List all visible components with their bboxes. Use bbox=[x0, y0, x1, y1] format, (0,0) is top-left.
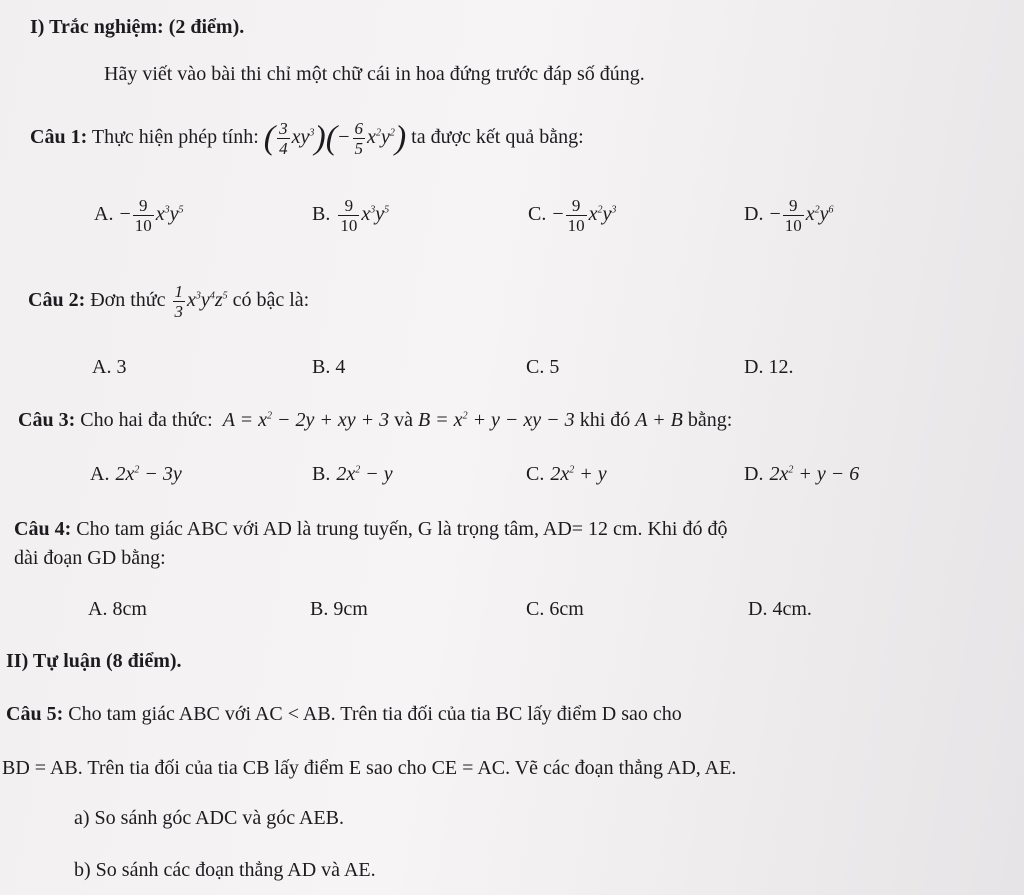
q4-option-a: A. 8cm bbox=[88, 598, 147, 620]
question-5-line1: Cho tam giác ABC với AC < AB. Trên tia đối của tia BC lấy điểm D sao cho bbox=[68, 703, 682, 725]
q4-option-d: D. 4cm. bbox=[748, 598, 812, 620]
question-2 bbox=[28, 277, 309, 323]
question-5-part-a: a) So sánh góc ADC và góc AEB. bbox=[74, 807, 344, 829]
q4-option-b: B. 9cm bbox=[310, 598, 368, 620]
question-4-line1: Cho tam giác ABC với AD là trung tuyến, G là trọng tâm, AD= 12 cm. Khi đó độ bbox=[76, 518, 728, 540]
polynomial-b: $B = x^2 + y$ − xy − 3 bbox=[417, 409, 575, 431]
question-1-tail: ta được kết quả bằng: bbox=[411, 126, 584, 148]
polynomial-a: $A = x^2 - 2y$ + xy + 3 bbox=[222, 409, 390, 431]
question-4 bbox=[14, 517, 727, 541]
q3-option-d: D. $2x^2 + y - 6$ bbox=[744, 463, 860, 485]
q3-option-c: C. $2x^2 + y$ bbox=[526, 463, 607, 485]
q3-option-a: A. $2x^2 - 3y$ bbox=[90, 463, 182, 485]
question-2-label: Câu 2: bbox=[28, 289, 86, 311]
q1-option-a: A. − $\frac{9}{10}$ $x^3y^5$ bbox=[94, 195, 184, 235]
question-2-expression: $\frac{1}{3}$ $x^3y^4z^5$ bbox=[174, 281, 228, 321]
question-2-tail: có bậc là: bbox=[232, 289, 310, 311]
question-5 bbox=[6, 702, 682, 726]
section-1-heading: I) Trắc nghiệm: (2 điểm). bbox=[30, 16, 245, 38]
q4-option-c: C. 6cm bbox=[526, 598, 584, 620]
question-4-label: Câu 4: bbox=[14, 518, 72, 540]
question-1 bbox=[30, 114, 584, 160]
question-1-label: Câu 1: bbox=[30, 126, 88, 148]
question-4-line2: dài đoạn GD bằng: bbox=[14, 547, 166, 569]
q3-option-b: B. $2x^2 - y$ bbox=[312, 463, 393, 485]
question-1-expression: ( $\frac{3}{4}$ $xy^3)(-$ $\frac{6}{5}$ $x^2y^2$) bbox=[263, 118, 407, 158]
q2-option-c: C. 5 bbox=[526, 356, 560, 378]
question-3-label: Câu 3: bbox=[18, 409, 76, 431]
q2-option-d: D. 12. bbox=[744, 356, 794, 378]
question-2-text: Đơn thức bbox=[90, 289, 166, 311]
section-1-instruction: Hãy viết vào bài thi chỉ một chữ cái in hoa đứng trước đáp số đúng. bbox=[104, 63, 645, 85]
q2-option-a: A. 3 bbox=[92, 356, 127, 378]
question-3-text: Cho hai đa thức: bbox=[80, 409, 213, 431]
question-5-part-b: b) So sánh các đoạn thẳng AD và AE. bbox=[74, 859, 376, 881]
q1-option-d: D. − $\frac{9}{10}$ $x^2y^6$ bbox=[744, 195, 834, 235]
q1-option-b: B. $\frac{9}{10}$ $x^3y^5$ bbox=[312, 195, 390, 235]
question-5-line2: BD = AB. Trên tia đối của tia CB lấy điểm E sao cho CE = AC. Vẽ các đoạn thẳng AD, AE. bbox=[2, 757, 737, 779]
section-2-heading: II) Tự luận (8 điểm). bbox=[6, 650, 182, 672]
question-5-label: Câu 5: bbox=[6, 703, 64, 725]
question-3: Câu 3: Cho hai đa thức: $A = x^2 - 2y$ + xy + 3 và $B = x^2 + y$ − xy − 3 khi đó A + B bằng: bbox=[18, 409, 733, 431]
q1-option-c: C. − $\frac{9}{10}$ $x^2y^3$ bbox=[528, 195, 617, 235]
question-1-text: Thực hiện phép tính: bbox=[91, 126, 259, 148]
q2-option-b: B. 4 bbox=[312, 356, 346, 378]
